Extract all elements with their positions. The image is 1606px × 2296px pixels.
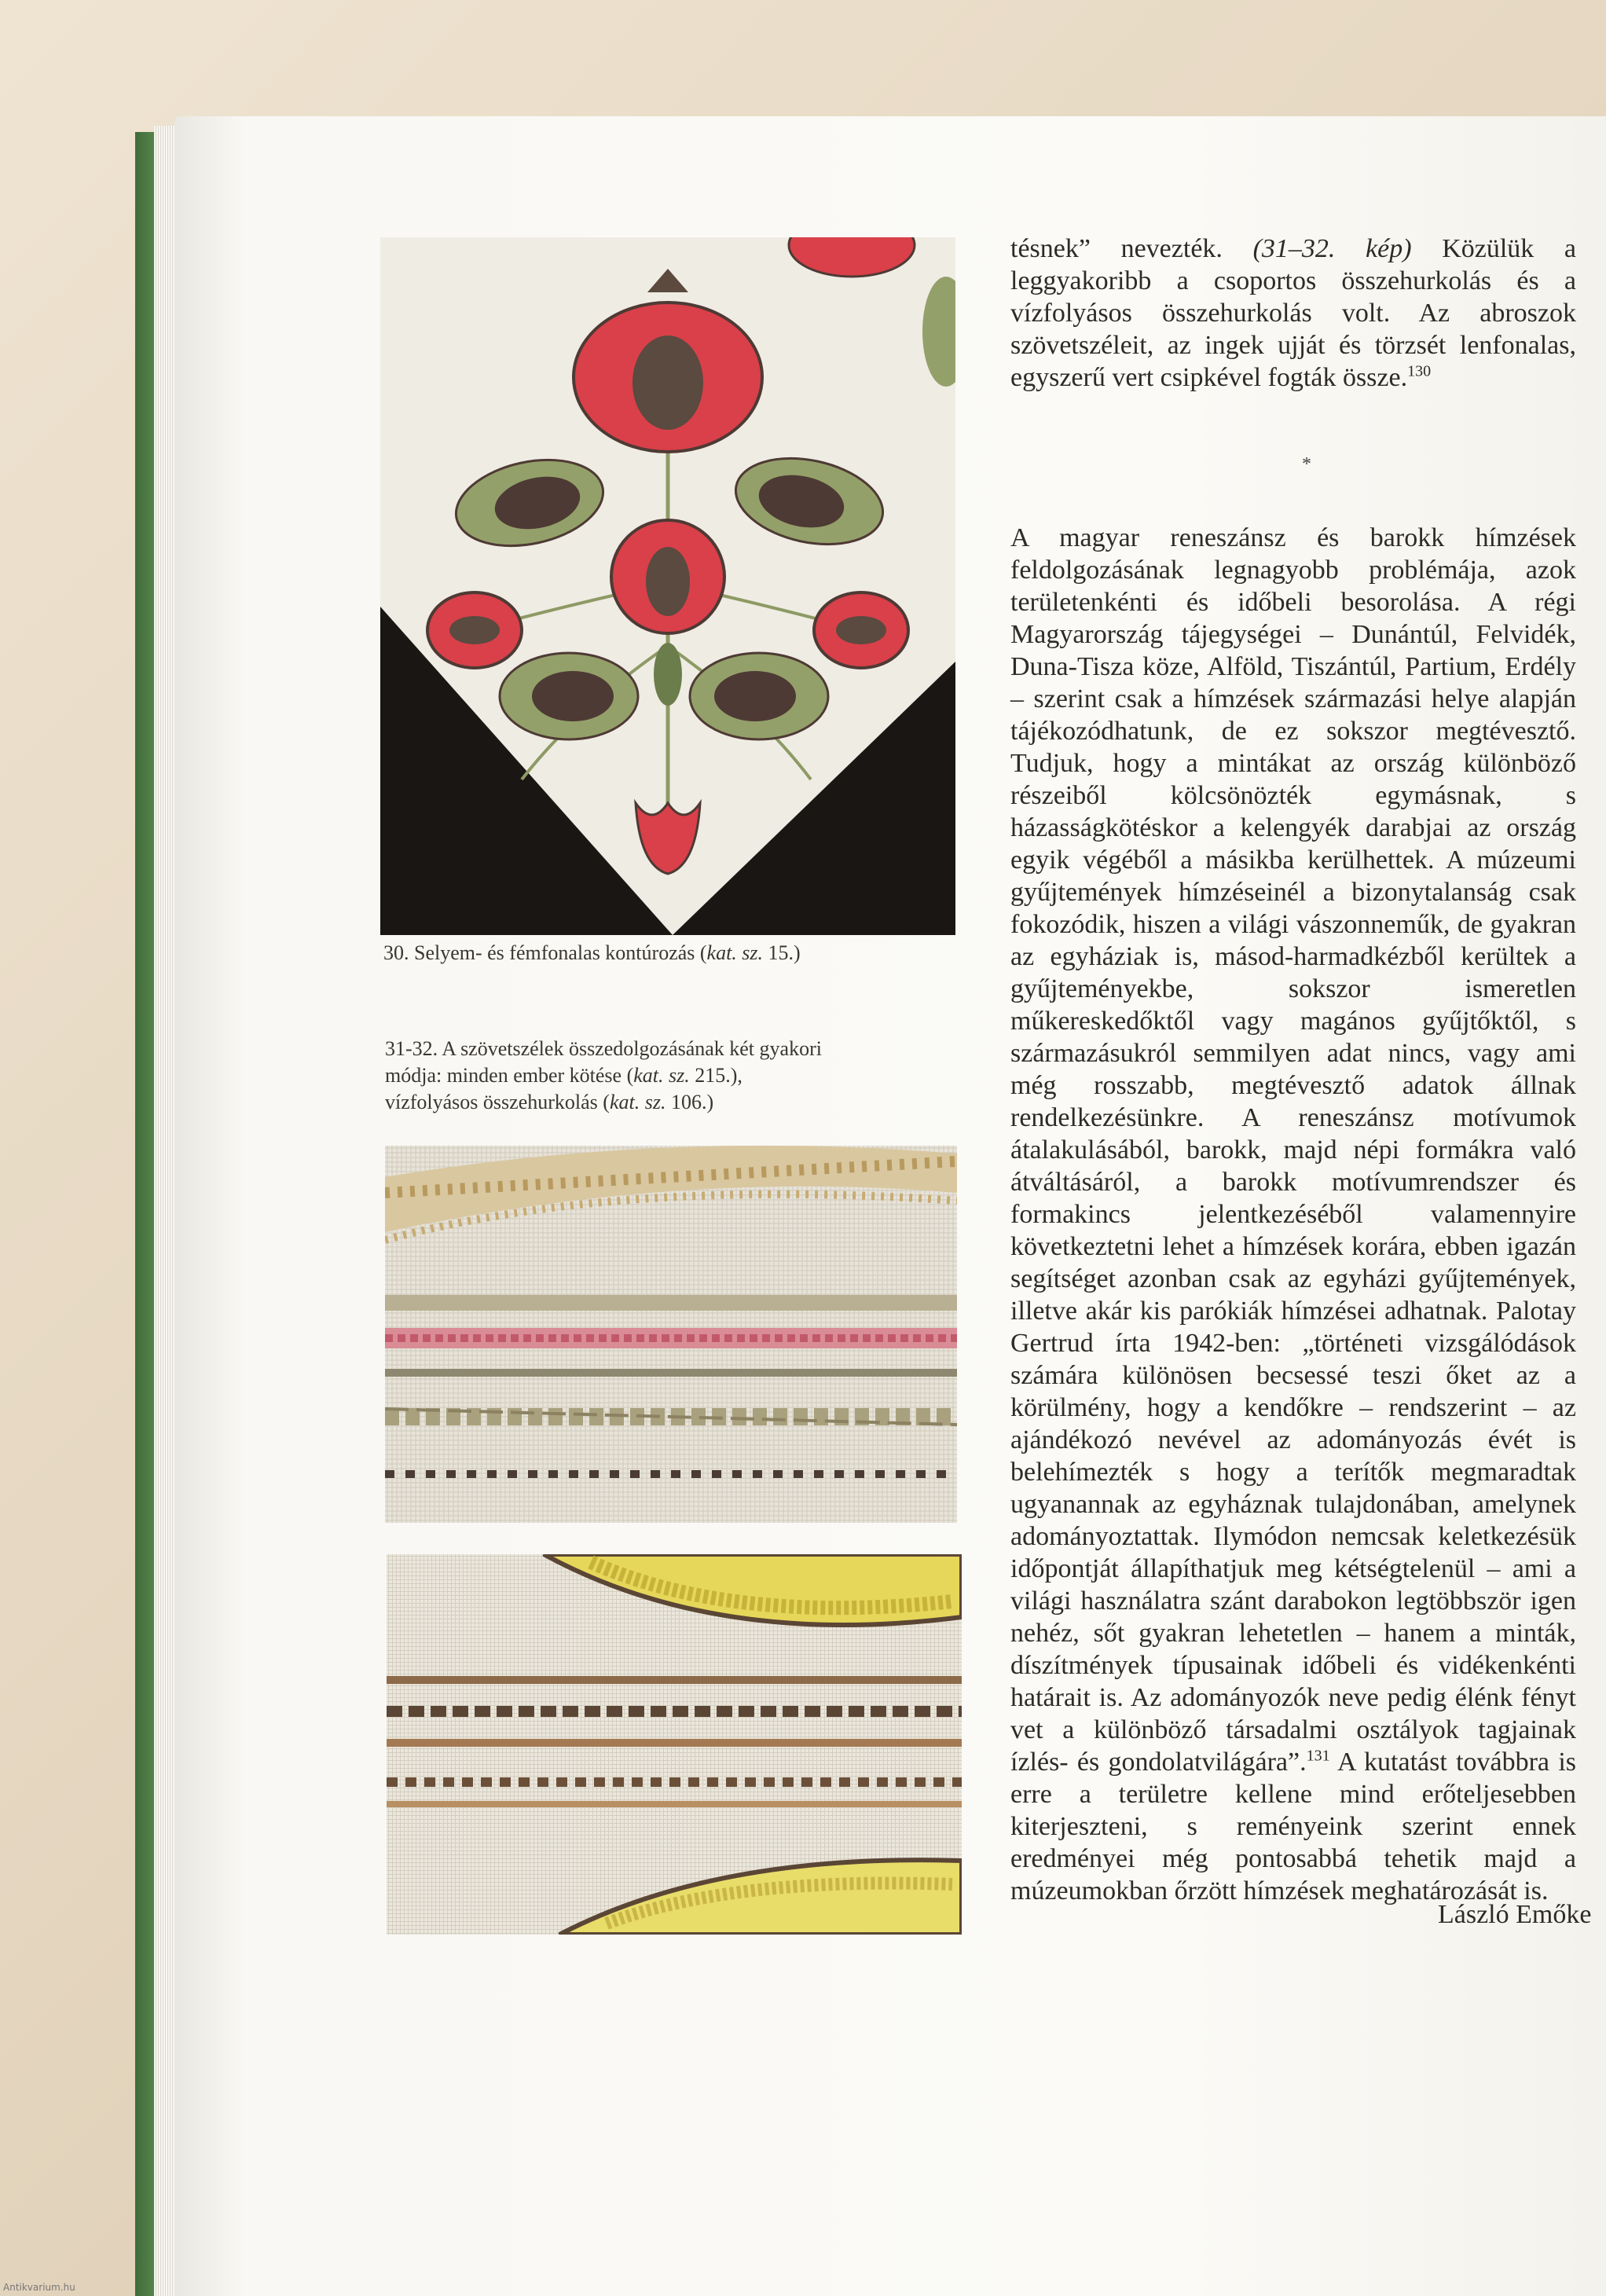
- footnote-ref-131: 131: [1306, 1747, 1330, 1765]
- footnote-ref-130: 130: [1407, 362, 1432, 380]
- figure-32-seam-photo: [387, 1554, 962, 1935]
- caption-figure-30: 30. Selyem- és fémfonalas kontúrozás (kat. sz. 15.): [383, 941, 801, 964]
- author-signature: László Emőke: [1438, 1900, 1592, 1929]
- figure-30-embroidery-photo: [380, 237, 955, 935]
- caption-figure-31-32: 31-32. A szövetszélek összedolgozásának két gyakori módja: minden ember kötése (kat. sz. 215.), vízfolyásos összehurkolás (kat. sz. 106.): [385, 1037, 822, 1113]
- paragraph-2: A magyar reneszánsz és barokk hímzések feldolgozásának legnagyobb problémája, azok területenkénti és időbeli besorolása. A régi Magyarország tájegységei – Dunántúl, Felvidék, Duna-Tisza köze, Alföld, Tiszántúl, Partium, Erdély – szerint csak a hímzések származási helye alapján tájékozódhatunk, de ez sokszor megtévesztő. Tudjuk, hogy a mintákat az ország különböző részeiből kölcsönözték egymásnak, s házasságkötéskor a kelengyék darabjai az ország egyik végéből a másikba kerülhettek. A múzeumi gyűjtemények hímzéseinél a bizonytalanság csak fokozódik, hiszen a világi vászonneműk, de gyakran az egyháziak is, másod-harmadkézből kerültek a gyűjteményekbe, sokszor ismeretlen műkereskedőktől vagy magános gyűjtőktől, s származásukról semmilyen adat nincs, vagy ami még rosszabb, megtévesztő adatok állnak rendelkezésünkre. A reneszánsz motívumok átalakulásából, barokk, majd népi formákra való átváltásáról, a barokk motívumrendszer és formakincs jelentkezéséből valamennyire következtetni lehet a hímzések korára, ebben igazán segítséget azonban csak az egyházi gyűjtemények, illetve akár kis parókiák hímzései adhatnak. Palotay Gertrud írta 1942-ben: „történeti vizsgálódások számára különösen becsessé teszi őket az a körülmény, hogy a kendőkre – rendszerint – az ajándékozó nevével az adományozás évét is belehímezték s hogy a terítők megmaradtak ugyanannak az egyháznak tulajdonában, amelynek adományoztattak. Ilymódon nemcsak keletkezésük időpontját állapíthatjuk meg kétségtelenül – ami a világi használatra szánt darabokon legtöbbször igen nehéz, sőt gyakran lehetetlen – hanem a minták, díszítmények típusainak időbeli és vidékenkénti határait is. Az adományozók neve pedig élénk fényt vet a különböző társadalmi osztályok tagjainak ízlés- és gondolatvilágára”.$^{131}$ A kutatást továbbra is erre a területre kellene mind erőteljesebben kiterjeszteni, s reményeink szerint ennek eredményei még pontosabbá tehetik majd a múzeumokban őrzött hímzések meghatározását is.: [1010, 523, 1577, 1905]
- figure-31-seam-photo: [385, 1146, 957, 1523]
- watermark: Antikvarium.hu: [3, 2282, 75, 2293]
- paragraph-1: tésnek” nevezték. (31–32. kép) Közülük a leggyakoribb a csoportos összehurkolás és a vízfolyásos összehurkolás volt. Az abroszok szövetszéleit, az ingek ujját és törzsét lenfonalas, egyszerű vert csipkével fogták össze.$^{130}$: [1010, 234, 1577, 392]
- body-text-column-2: [1010, 522, 1576, 1907]
- section-separator: *: [1302, 454, 1311, 475]
- body-text-column: [1010, 233, 1576, 394]
